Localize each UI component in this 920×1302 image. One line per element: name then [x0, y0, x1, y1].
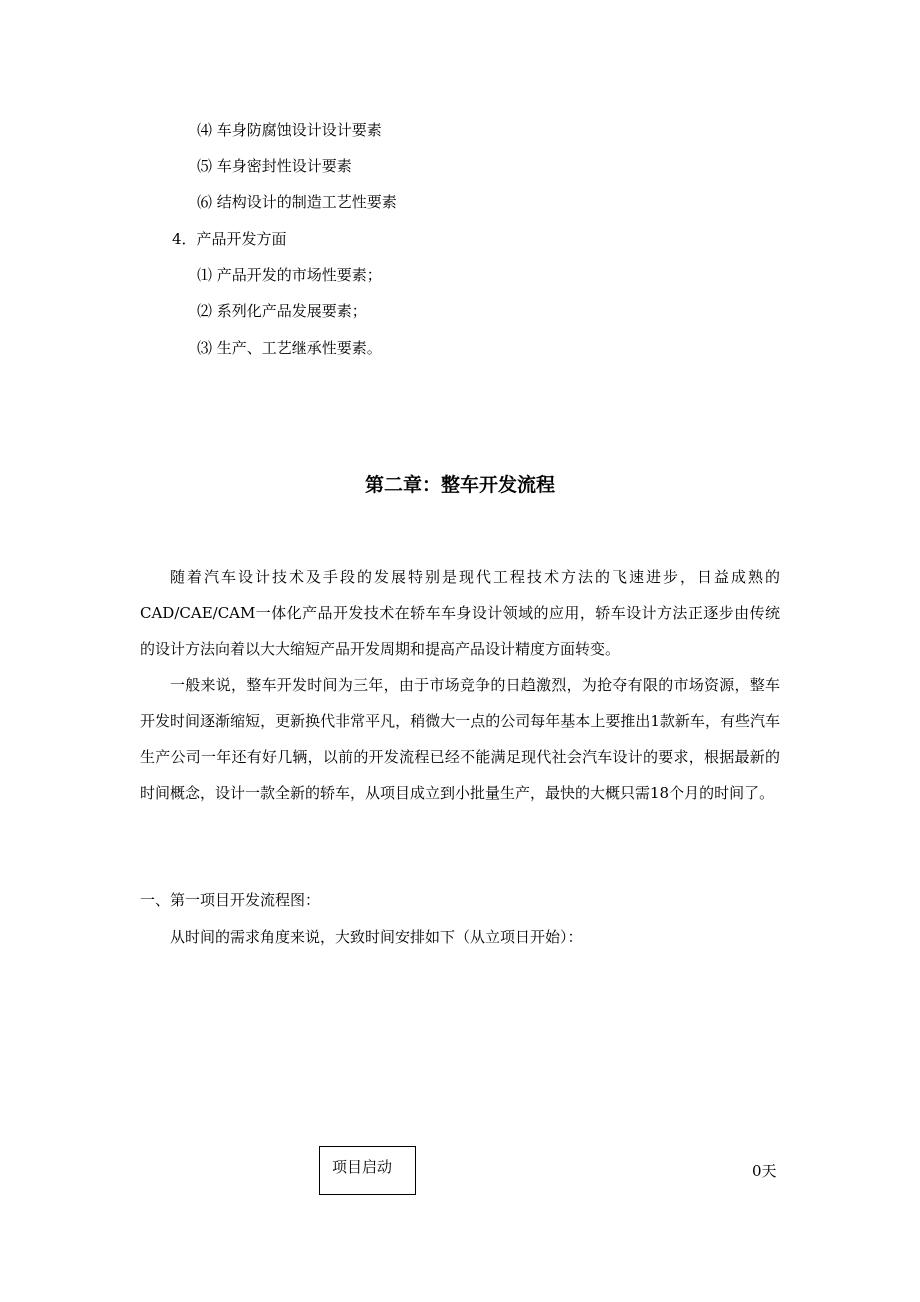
- flowchart-box-project-start: [319, 1146, 416, 1195]
- section-one-title: 一、第一项目开发流程图：: [140, 891, 321, 909]
- list-item-4: ⑷ 车身防腐蚀设计设计要素: [197, 121, 382, 139]
- list-item-5: ⑸ 车身密封性设计要素: [197, 157, 352, 175]
- chapter-title: 第二章：整车开发流程: [364, 474, 555, 496]
- sub-item-2: ⑵ 系列化产品发展要素；: [197, 302, 367, 320]
- sub-item-3: ⑶ 生产、工艺继承性要素。: [197, 339, 382, 357]
- flowchart-day-label: 0天: [752, 1162, 777, 1180]
- section-4-heading: 4．产品开发方面: [172, 230, 287, 248]
- paragraph-1: 随着汽车设计技术及手段的发展特别是现代工程技术方法的飞速进步，日益成熟的CAD/CAE/CAM一体化产品开发技术在轿车车身设计领域的应用，轿车设计方法正逐步由传统的设计方法向着以大大缩短产品开发周期和提高产品设计精度方面转变。: [140, 568, 780, 658]
- section-one-intro: 从时间的需求角度来说，大致时间安排如下（从立项日开始）：: [170, 928, 583, 946]
- flowchart-box-label: 项目启动: [332, 1158, 393, 1176]
- paragraph-2: 一般来说，整车开发时间为三年，由于市场竞争的日趋激烈，为抢夺有限的市场资源，整车开发时间逐渐缩短，更新换代非常平凡，稍微大一点的公司每年基本上要推出1款新车，有些汽车生产公司一年还有好几辆，以前的开发流程已经不能满足现代社会汽车设计的要求，根据最新的时间概念，设计一款全新的轿车，从项目成立到小批量生产，最快的大概只需18个月的时间了。: [140, 676, 780, 802]
- list-item-6: ⑹ 结构设计的制造工艺性要素: [197, 193, 397, 211]
- sub-item-1: ⑴ 产品开发的市场性要素；: [197, 266, 382, 284]
